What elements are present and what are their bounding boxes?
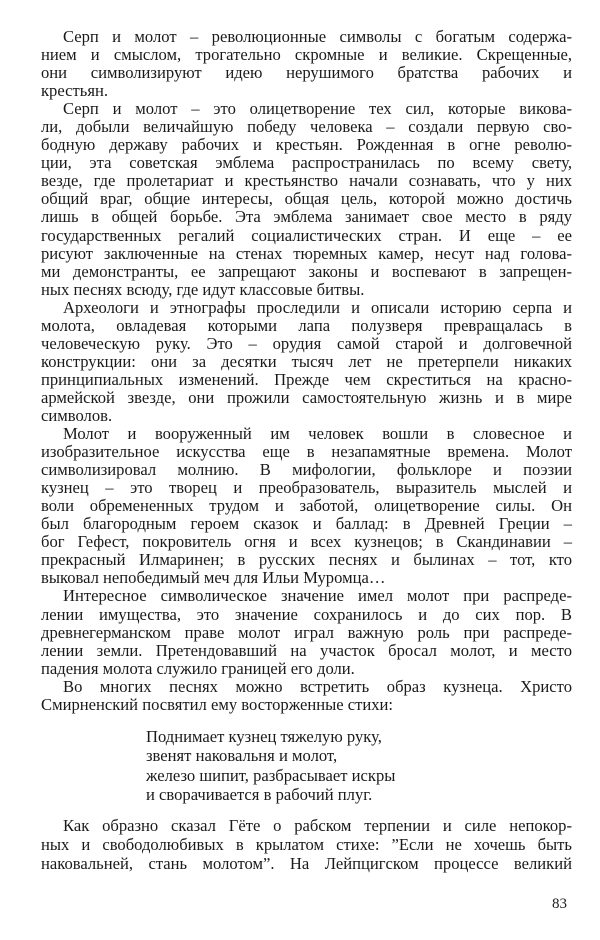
body-text-continued bbox=[41, 816, 572, 874]
text-line: прекрасный Илмаринен; в русских песнях и былинах – тот, кто bbox=[41, 550, 572, 570]
text-line: Археологи и этнографы проследили и описали историю серпа и bbox=[63, 297, 572, 317]
text-line: Как образно сказал Гёте о рабском терпении и силе непокор- bbox=[63, 816, 572, 835]
text-line: выковал непобедимый меч для Ильи Муромца… bbox=[41, 568, 386, 588]
text-line: они символизируют идею нерушимого братства рабочих и bbox=[41, 63, 572, 83]
text-line: ции, эта советская эмблема распространилась по всему свету, bbox=[41, 153, 572, 173]
text-line: лении имущества, это значение сохранилось и до сих пор. В bbox=[41, 604, 572, 624]
text-line: ных и свободолюбивых в крылатом стихе: ”Если не хочешь быть bbox=[41, 835, 572, 855]
text-line: крестьян. bbox=[41, 81, 108, 101]
text-line: везде, где пролетариат и крестьянство начали сознавать, что у них bbox=[41, 171, 572, 191]
text-line: падения молота служило границей его доли. bbox=[41, 658, 355, 678]
text-line: лишь в общей борьбе. Эта эмблема занимает свое место в ряду bbox=[41, 207, 572, 227]
text-line: принципиальных изменений. Прежде чем скреститься на красно- bbox=[41, 369, 572, 389]
text-line: ли, добыли величайшую победу человека – создали первую сво- bbox=[41, 117, 572, 137]
text-line: изобразительное искусства еще в незапамятные времена. Молот bbox=[41, 442, 572, 462]
poem-quote bbox=[146, 727, 395, 805]
text-line: символизировал молнию. В мифологии, фольклоре и поэзии bbox=[41, 460, 572, 480]
text-line: символов. bbox=[41, 405, 113, 425]
text-line: Молот и вооруженный им человек вошли в словесное и bbox=[63, 424, 572, 444]
poem-line: звенят наковальня и молот, bbox=[146, 746, 338, 766]
text-line: рисуют заключенные на стенах тюремных камер, несут над голова- bbox=[41, 243, 572, 263]
text-line: конструкции: они за десятки тысяч лет не претерпели никаких bbox=[41, 351, 572, 371]
paragraph bbox=[41, 28, 572, 100]
text-line: Серп и молот – революционные символы с богатым содержа- bbox=[63, 27, 572, 46]
text-line: наковальней, стань молотом”. На Лейпцигском процессе великий bbox=[41, 854, 572, 874]
text-line: был благородным героем сказок и баллад: в Древней Греции – bbox=[41, 514, 572, 534]
paragraph bbox=[41, 587, 572, 677]
text-line: ных песнях всюду, где идут классовые битвы. bbox=[41, 279, 365, 299]
text-line: воли обремененных трудом и заботой, олицетворение силы. Он bbox=[41, 496, 572, 516]
text-line: молота, овладевая которыми лапа полузверя превращалась в bbox=[41, 315, 572, 335]
text-line: кузнец – это творец и преобразователь, выразитель мыслей и bbox=[41, 478, 572, 498]
poem-line: железо шипит, разбрасывает искры bbox=[146, 765, 396, 785]
poem-line: и сворачивается в рабочий плуг. bbox=[146, 785, 373, 805]
text-line: государственных регалий социалистических стран. И еще – ее bbox=[41, 225, 572, 245]
text-line: Интересное символическое значение имел молот при распреде- bbox=[63, 586, 572, 606]
text-line: Смирненский посвятил ему восторженные стихи: bbox=[41, 694, 394, 714]
text-line: Серп и молот – это олицетворение тех сил, которые викова- bbox=[63, 99, 572, 119]
paragraph bbox=[41, 425, 572, 587]
text-line: нием и смыслом, трогательно скромные и великие. Скрещенные, bbox=[41, 45, 572, 65]
text-line: человеческую руку. Это – орудия самой старой и долговечной bbox=[41, 333, 572, 353]
text-line: ми демонстранты, ее запрещают законы и воспевают в запрещен- bbox=[41, 261, 572, 281]
body-text bbox=[41, 28, 572, 714]
text-line: бог Гефест, покровитель огня и всех кузнецов; в Скандинавии – bbox=[41, 532, 572, 552]
poem-line: Поднимает кузнец тяжелую руку, bbox=[146, 727, 382, 746]
text-line: Во многих песнях можно встретить образ кузнеца. Христо bbox=[63, 676, 572, 696]
text-line: армейской звезде, они прожили самостоятельную жизнь и в мире bbox=[41, 387, 572, 407]
text-line: бодную державу рабочих и крестьян. Рожденная в огне револю- bbox=[41, 135, 572, 155]
paragraph bbox=[41, 100, 572, 299]
page-number: 83 bbox=[552, 896, 567, 912]
text-line: древнегерманском праве молот играл важную роль при распреде- bbox=[41, 622, 572, 642]
paragraph bbox=[41, 299, 572, 425]
text-line: лении земли. Претендовавший на участок бросал молот, и место bbox=[41, 640, 572, 660]
paragraph bbox=[41, 678, 572, 714]
text-line: общий враг, общие интересы, общая цель, которой можно достичь bbox=[41, 189, 572, 209]
